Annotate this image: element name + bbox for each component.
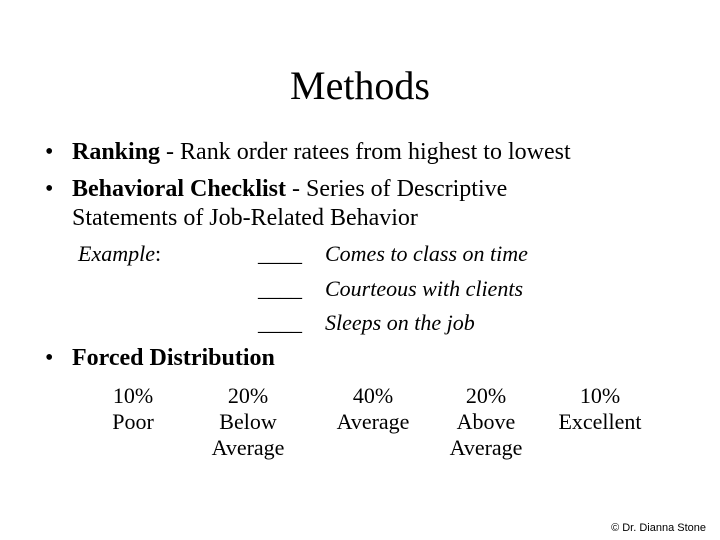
bullet-dot: •	[45, 139, 54, 165]
distribution-label-line2: Average	[449, 435, 523, 460]
slide-title: Methods	[290, 63, 430, 108]
checklist-blank: ____	[258, 241, 302, 266]
distribution-column-excellent	[544, 383, 656, 435]
example-label-text: Example	[78, 241, 155, 266]
checklist-item: Courteous with clients	[325, 276, 523, 301]
distribution-percent: 20%	[227, 383, 269, 408]
copyright-notice: © Dr. Dianna Stone	[611, 522, 706, 534]
distribution-column-poor	[93, 383, 173, 435]
distribution-label: Average	[336, 409, 410, 434]
distribution-label: Poor	[112, 409, 154, 434]
checklist-blank: ____	[258, 276, 302, 301]
bullet-separator: -	[286, 176, 306, 202]
distribution-column-below-average	[198, 383, 298, 461]
distribution-label: Below	[219, 409, 277, 434]
distribution-percent: 20%	[465, 383, 507, 408]
bullet-continuation: Statements of Job-Related Behavior	[72, 205, 418, 231]
distribution-percent: 10%	[579, 383, 621, 408]
distribution-label: Above	[456, 409, 516, 434]
distribution-percent: 10%	[112, 383, 154, 408]
bullet-term: Behavioral Checklist	[72, 176, 286, 202]
checklist-item: Comes to class on time	[325, 241, 528, 266]
bullet-term: Forced Distribution	[72, 345, 275, 371]
checklist-blank: ____	[258, 310, 302, 335]
bullet-ranking	[45, 137, 571, 167]
example-colon: :	[154, 241, 162, 266]
distribution-percent: 40%	[352, 383, 394, 408]
bullet-separator: -	[160, 139, 181, 165]
checklist-item: Sleeps on the job	[325, 310, 475, 335]
example-label	[78, 240, 161, 268]
bullet-dot: •	[45, 345, 54, 371]
bullet-text: Series of Descriptive	[306, 176, 508, 202]
bullet-text: Rank order ratees from highest to lowest	[180, 139, 571, 165]
distribution-column-average	[323, 383, 423, 435]
bullet-dot: •	[45, 176, 54, 202]
distribution-label-line2: Average	[211, 435, 285, 460]
bullet-forced-distribution	[45, 343, 275, 373]
distribution-column-above-average	[436, 383, 536, 461]
bullet-behavioral-checklist	[45, 174, 507, 204]
distribution-label: Excellent	[558, 409, 642, 434]
bullet-term: Ranking	[72, 139, 161, 165]
